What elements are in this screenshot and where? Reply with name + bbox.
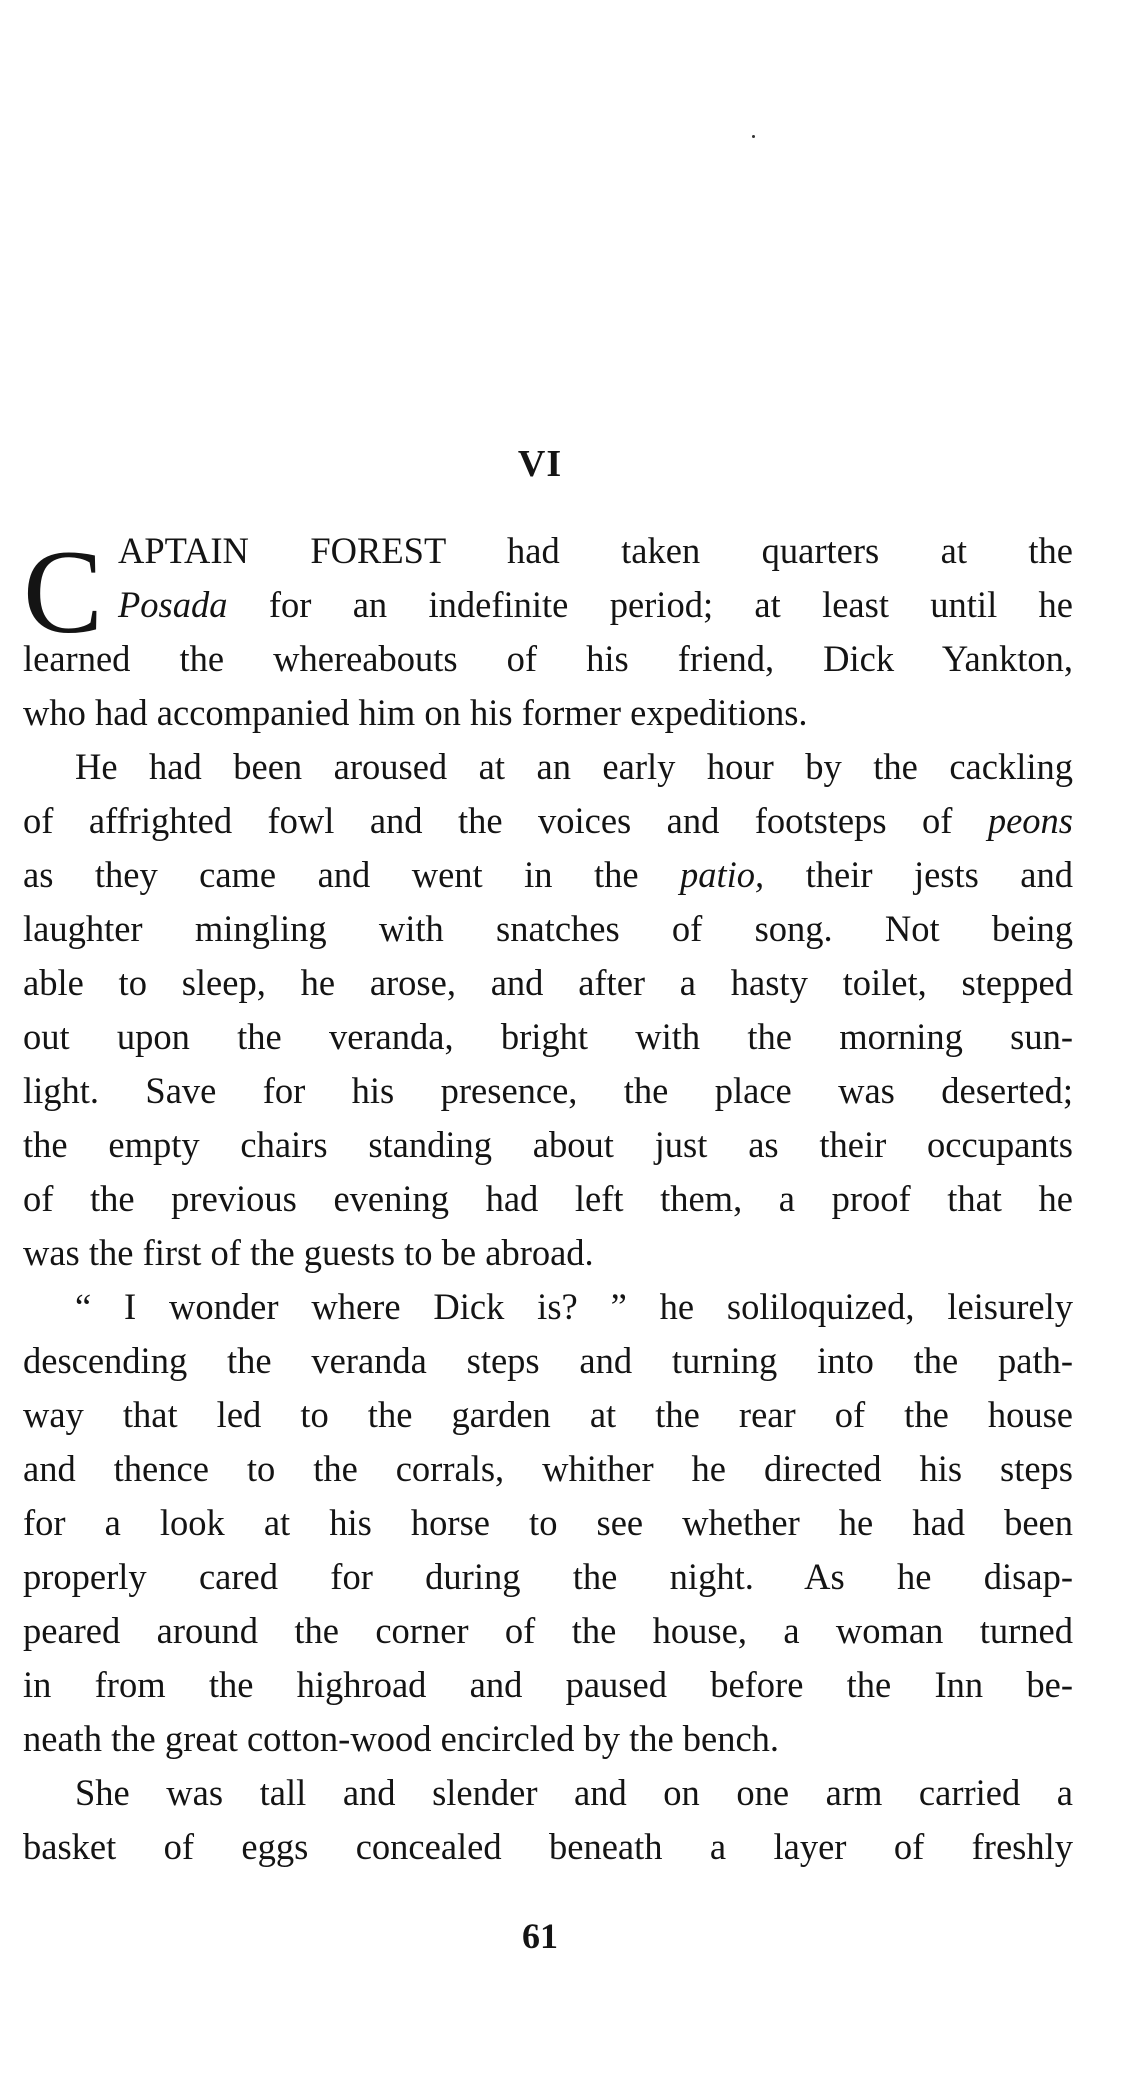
text-line [23,794,1073,848]
print-speck [752,135,755,138]
text-line [23,1388,1073,1442]
chapter-heading: VI [517,443,563,485]
text-run: and thence to the corrals, whither he directed his steps [23,1448,1073,1489]
text-run: as they came and went in the [23,854,680,895]
text-line [23,578,1073,632]
text-line [23,1172,1073,1226]
text-run: out upon the veranda, bright with the morning sun- [23,1016,1073,1057]
text-run: neath the great cotton-wood encircled by the bench. [23,1718,780,1759]
text-run: of the previous evening had left them, a proof that he [23,1178,1073,1219]
text-run: basket of eggs concealed beneath a layer of freshly [23,1826,1073,1867]
text-line [23,902,1073,956]
text-line [23,1010,1073,1064]
text-run: properly cared for during the night. As he disap- [23,1556,1073,1597]
italic-phrase: peons [987,800,1073,841]
text-line [23,1766,1073,1820]
text-line [23,686,1073,740]
text-run: descending the veranda steps and turning into the path- [23,1340,1073,1381]
chapter-body-text [23,524,1073,1874]
italic-phrase: patio, [680,854,765,895]
text-line [23,1604,1073,1658]
text-run: way that led to the garden at the rear of the house [23,1394,1073,1435]
text-line [23,1442,1073,1496]
text-run: She was tall and slender and on one arm carried a [75,1772,1073,1813]
text-line [23,632,1073,686]
text-run: who had accompanied him on his former expeditions. [23,692,808,733]
italic-phrase: Posada [118,584,228,625]
text-run: able to sleep, he arose, and after a hasty toilet, stepped [23,962,1073,1003]
text-line [23,1550,1073,1604]
text-run: their jests and [764,854,1073,895]
text-line [23,1226,1073,1280]
text-run: light. Save for his presence, the place was deserted; [23,1070,1073,1111]
text-run: peared around the corner of the house, a woman turned [23,1610,1073,1651]
text-run: for a look at his horse to see whether he had been [23,1502,1073,1543]
text-run: for an indefinite period; at least until he [227,584,1073,625]
text-line [23,740,1073,794]
drop-cap: C [23,525,104,658]
text-line [23,1064,1073,1118]
text-run: “ I wonder where Dick is? ” he soliloquized, leisurely [75,1286,1073,1327]
text-run: the empty chairs standing about just as their occupants [23,1124,1073,1165]
text-line [23,1712,1073,1766]
text-line [23,1658,1073,1712]
text-line [23,956,1073,1010]
text-line [23,1496,1073,1550]
page-number: 61 [522,1916,558,1956]
text-line [23,1334,1073,1388]
text-run: laughter mingling with snatches of song. Not being [23,908,1073,949]
text-run: in from the highroad and paused before the Inn be- [23,1664,1073,1705]
text-line [23,524,1073,578]
text-line [23,1118,1073,1172]
text-run: He had been aroused at an early hour by the cackling [75,746,1073,787]
text-line [23,1820,1073,1874]
text-line [23,848,1073,902]
text-run: was the first of the guests to be abroad. [23,1232,594,1273]
text-line [23,1280,1073,1334]
text-run: learned the whereabouts of his friend, Dick Yankton, [23,638,1073,679]
text-run: of affrighted fowl and the voices and footsteps of [23,800,988,841]
text-run: APTAIN FOREST had taken quarters at the [118,530,1073,571]
